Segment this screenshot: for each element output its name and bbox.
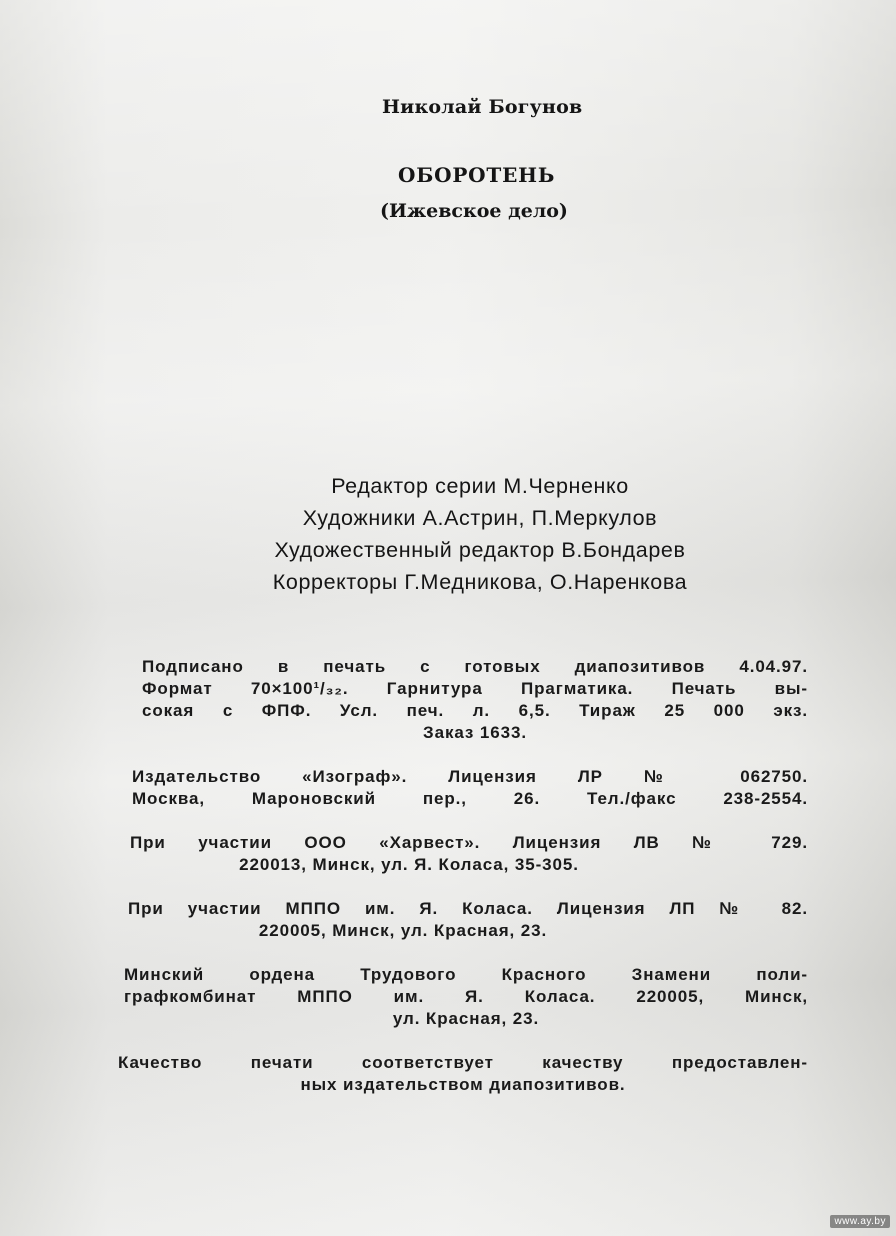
imprint-line: Минский ордена Трудового Красного Знамени поли- <box>124 965 808 984</box>
imprint-line: Качество печати соответствует качеству предоставлен- <box>118 1053 808 1072</box>
imprint-line: 220013, Минск, ул. Я. Коласа, 35-305. <box>239 855 579 874</box>
author-name: Николай Богунов <box>382 96 583 118</box>
imprint-line: сокая с ФПФ. Усл. печ. л. 6,5. Тираж 25 000 экз. <box>142 701 808 720</box>
imprint-line: При участии ООО «Харвест». Лицензия ЛВ № 729. <box>130 833 808 852</box>
book-title: ОБОРОТЕНЬ <box>398 163 556 187</box>
imprint-line: ных издательством диапозитивов. <box>300 1075 626 1094</box>
imprint-line: Москва, Мароновский пер., 26. Тел./факс 238-2554. <box>132 789 808 808</box>
site-watermark: www.ay.by <box>830 1215 890 1228</box>
imprint-line: При участии МППО им. Я. Коласа. Лицензия ЛП № 82. <box>128 899 808 918</box>
imprint-printing-info <box>118 656 808 744</box>
credit-series-editor: Редактор серии М.Черненко <box>331 474 629 498</box>
credit-artists: Художники А.Астрин, П.Меркулов <box>302 506 658 530</box>
imprint-line: графкомбинат МППО им. Я. Коласа. 220005, Минск, <box>124 987 808 1006</box>
imprint-quality <box>118 1052 808 1096</box>
credit-art-editor: Художественный редактор В.Бондарев <box>274 538 686 562</box>
book-subtitle: (Ижевское дело) <box>380 200 568 222</box>
imprint-line: 220005, Минск, ул. Красная, 23. <box>258 921 548 940</box>
imprint-block <box>118 656 808 1118</box>
imprint-mppo <box>118 898 808 942</box>
imprint-printer <box>118 964 808 1030</box>
imprint-line: ул. Красная, 23. <box>392 1009 540 1028</box>
imprint-line: Издательство «Изограф». Лицензия ЛР № 062750. <box>132 767 808 786</box>
credit-proofreaders: Корректоры Г.Медникова, О.Наренкова <box>272 570 688 594</box>
credits-block <box>200 470 760 598</box>
imprint-line: Заказ 1633. <box>423 723 527 742</box>
imprint-line: Формат 70×100¹/₃₂. Гарнитура Прагматика. Печать вы- <box>142 679 808 698</box>
imprint-harvest <box>118 832 808 876</box>
imprint-line: Подписано в печать с готовых диапозитивов 4.04.97. <box>142 657 808 676</box>
imprint-publisher <box>118 766 808 810</box>
